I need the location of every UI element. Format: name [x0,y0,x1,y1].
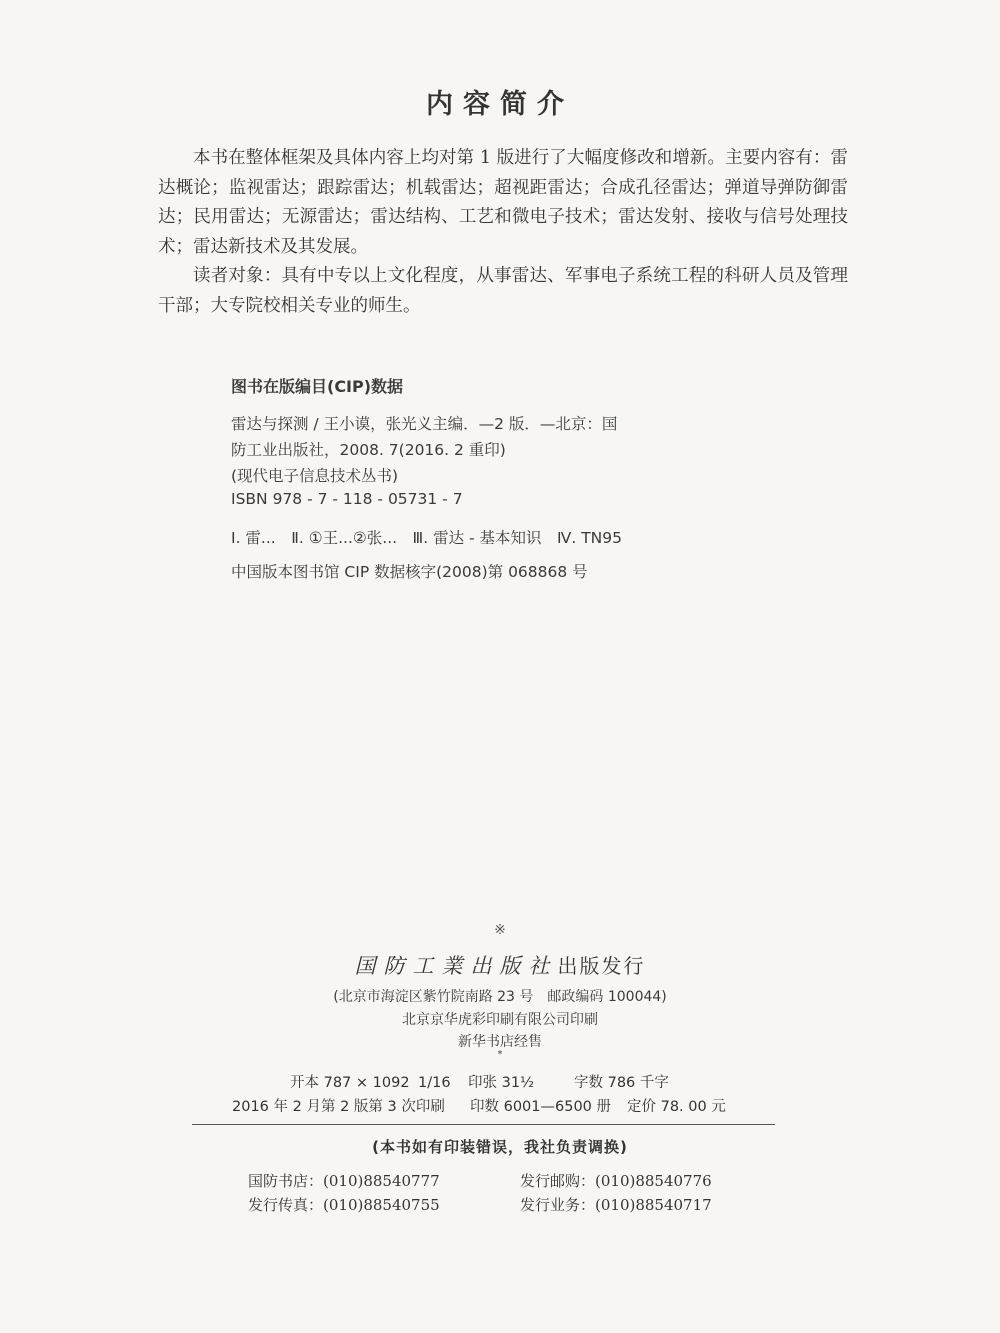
publisher-suffix: 出版发行 [557,954,646,978]
cip-cn-number-line: 中国版本图书馆 CIP 数据核字(2008)第 068868 号 [231,563,588,581]
price-spec: 定价 78. 00 元 [627,1099,726,1115]
cip-isbn-line: ISBN 978 - 7 - 118 - 05731 - 7 [231,490,463,508]
reference-mark: ※ [494,922,506,938]
divider-rule [192,1124,775,1125]
cip-series-line: (现代电子信息技术丛书) [231,467,399,485]
audience-paragraph: 读者对象：具有中专以上文化程度，从事雷达、军事电子系统工程的科研人员及管理干部；大专院校相关专业的师生。 [158,266,848,316]
publisher-line [0,950,1000,980]
print-run-spec: 印数 6001—6500 册 [470,1099,612,1115]
fax-phone: 发行传真：(010)88540755 [248,1196,440,1214]
printer-line: 北京京华虎彩印刷有限公司印刷 [402,1012,598,1028]
publisher-logo-text: 国防工業出版社 [354,954,558,978]
spec-row-format [290,1071,669,1092]
distributor-line: 新华书店经售 [458,1034,542,1050]
cip-title-line: 雷达与探测 / 王小谟，张光义主编．—2 版．—北京：国 [231,415,618,433]
spec-row-edition [232,1095,726,1116]
business-phone: 发行业务：(010)88540717 [520,1196,712,1214]
words-spec: 字数 786 千字 [574,1075,669,1091]
mail-order-phone: 发行邮购：(010)88540776 [520,1172,712,1190]
cip-publisher-line: 防工业出版社，2008. 7(2016. 2 重印) [231,441,506,459]
sheets-spec: 印张 31½ [468,1075,535,1091]
publisher-address: (北京市海淀区紫竹院南路 23 号 邮政编码 100044) [333,989,667,1005]
separator-star: * [497,1049,503,1060]
edition-spec: 2016 年 2 月第 2 版第 3 次印刷 [232,1099,445,1115]
cip-heading: 图书在版编目(CIP)数据 [231,377,404,396]
replacement-notice: (本书如有印装错误，我社负责调换) [372,1138,628,1156]
summary-paragraph: 本书在整体框架及具体内容上均对第 1 版进行了大幅度修改和增新。主要内容有：雷达概论；监视雷达；跟踪雷达；机载雷达；超视距雷达；合成孔径雷达；弹道导弹防御雷达；民用雷达；无源雷达；雷达结构、工艺和微电子技术；雷达发射、接收与信号处理技术；雷达新技术及其发展。 [158,148,848,257]
format-spec: 开本 787 × 1092 [290,1075,410,1091]
bookstore-phone: 国防书店：(010)88540777 [248,1172,440,1190]
fold-spec: 1/16 [418,1075,451,1091]
cip-classification-line: Ⅰ. 雷... Ⅱ. ①王...②张... Ⅲ. 雷达 - 基本知识 Ⅳ. TN95 [231,529,622,547]
page-title: 内容简介 [426,89,574,120]
